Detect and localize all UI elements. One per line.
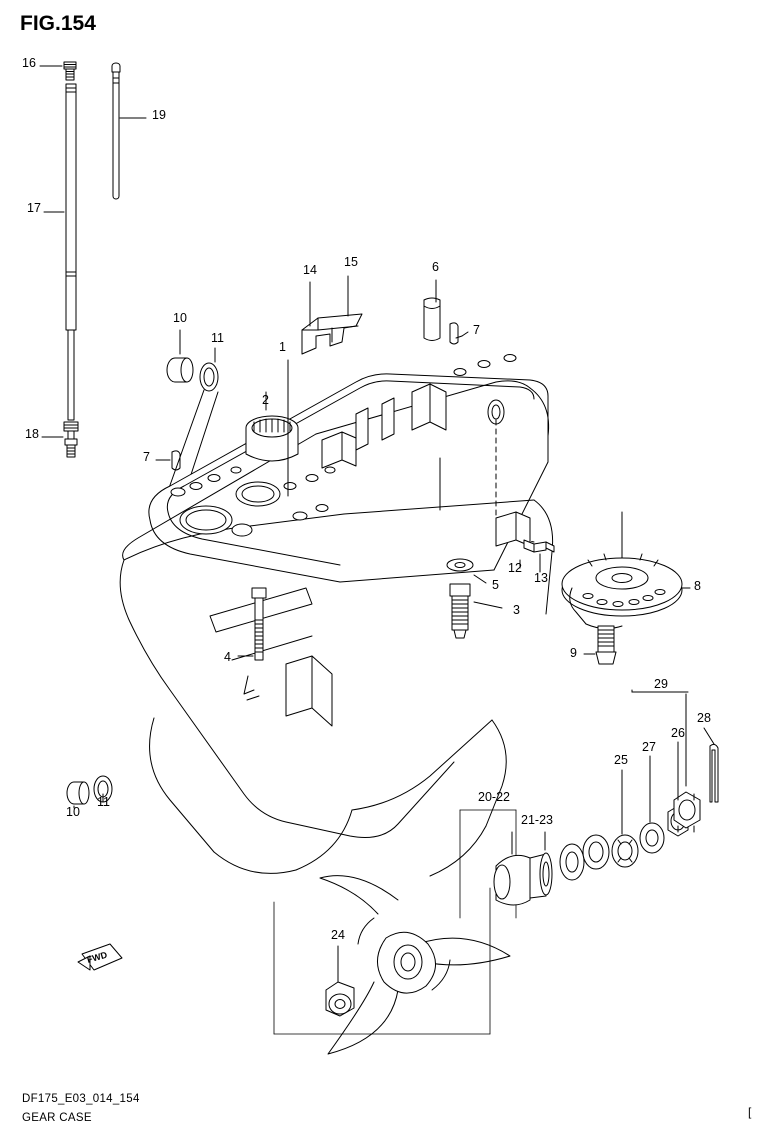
- callout-29: 29: [654, 677, 668, 691]
- callout-5: 5: [492, 578, 499, 592]
- callout-4: 4: [224, 650, 231, 664]
- callout-13: 13: [534, 571, 548, 585]
- part-18-fitting: [42, 422, 78, 457]
- callout-2: 2: [262, 393, 269, 407]
- callout-12: 12: [508, 561, 522, 575]
- part-8-plate: [562, 512, 690, 629]
- callout-6: 6: [432, 260, 439, 274]
- part-9-bolt: [584, 626, 616, 664]
- figure-title: FIG.154: [20, 12, 96, 35]
- part-12-13-bolt-block: [496, 512, 554, 572]
- callout-21-23: 21-23: [521, 813, 553, 827]
- callout-19: 19: [152, 108, 166, 122]
- callout-8: 8: [694, 579, 701, 593]
- part-14-15-bracket: [302, 276, 362, 354]
- figure-footer-name: GEAR CASE: [22, 1112, 92, 1124]
- part-19-rod: [112, 63, 146, 199]
- callout-24: 24: [331, 928, 345, 942]
- callout-28: 28: [697, 711, 711, 725]
- part-2-sleeve: [246, 392, 298, 461]
- callout-7-left: 7: [143, 450, 150, 464]
- part-3-bolt: [450, 584, 502, 638]
- callout-20-22: 20-22: [478, 790, 510, 804]
- callout-17: 17: [27, 201, 41, 215]
- callout-26: 26: [671, 726, 685, 740]
- callout-9: 9: [570, 646, 577, 660]
- part-17-shaft: [44, 84, 76, 420]
- callout-3: 3: [513, 603, 520, 617]
- fwd-label: FWD: [85, 949, 109, 965]
- part-16-screw: [40, 62, 76, 80]
- callout-10-lower: 10: [66, 805, 80, 819]
- callout-27: 27: [642, 740, 656, 754]
- propeller: [274, 876, 510, 1054]
- callout-11-upper: 11: [211, 331, 224, 345]
- part-6-anode: [424, 280, 440, 341]
- callout-1: 1: [279, 340, 286, 354]
- part-24-nut: [326, 946, 354, 1016]
- callout-11-lower: 11: [97, 795, 110, 809]
- callout-7-upper: 7: [473, 323, 480, 337]
- figure-footer-code: DF175_E03_014_154: [22, 1093, 140, 1105]
- part-7-upper-pin: [450, 323, 468, 344]
- callout-16: 16: [22, 56, 36, 70]
- callout-10-upper: 10: [173, 311, 187, 325]
- callout-25: 25: [614, 753, 628, 767]
- callout-14: 14: [303, 263, 317, 277]
- footer-mark: [: [748, 1105, 752, 1119]
- callout-15: 15: [344, 255, 358, 269]
- callout-18: 18: [25, 427, 39, 441]
